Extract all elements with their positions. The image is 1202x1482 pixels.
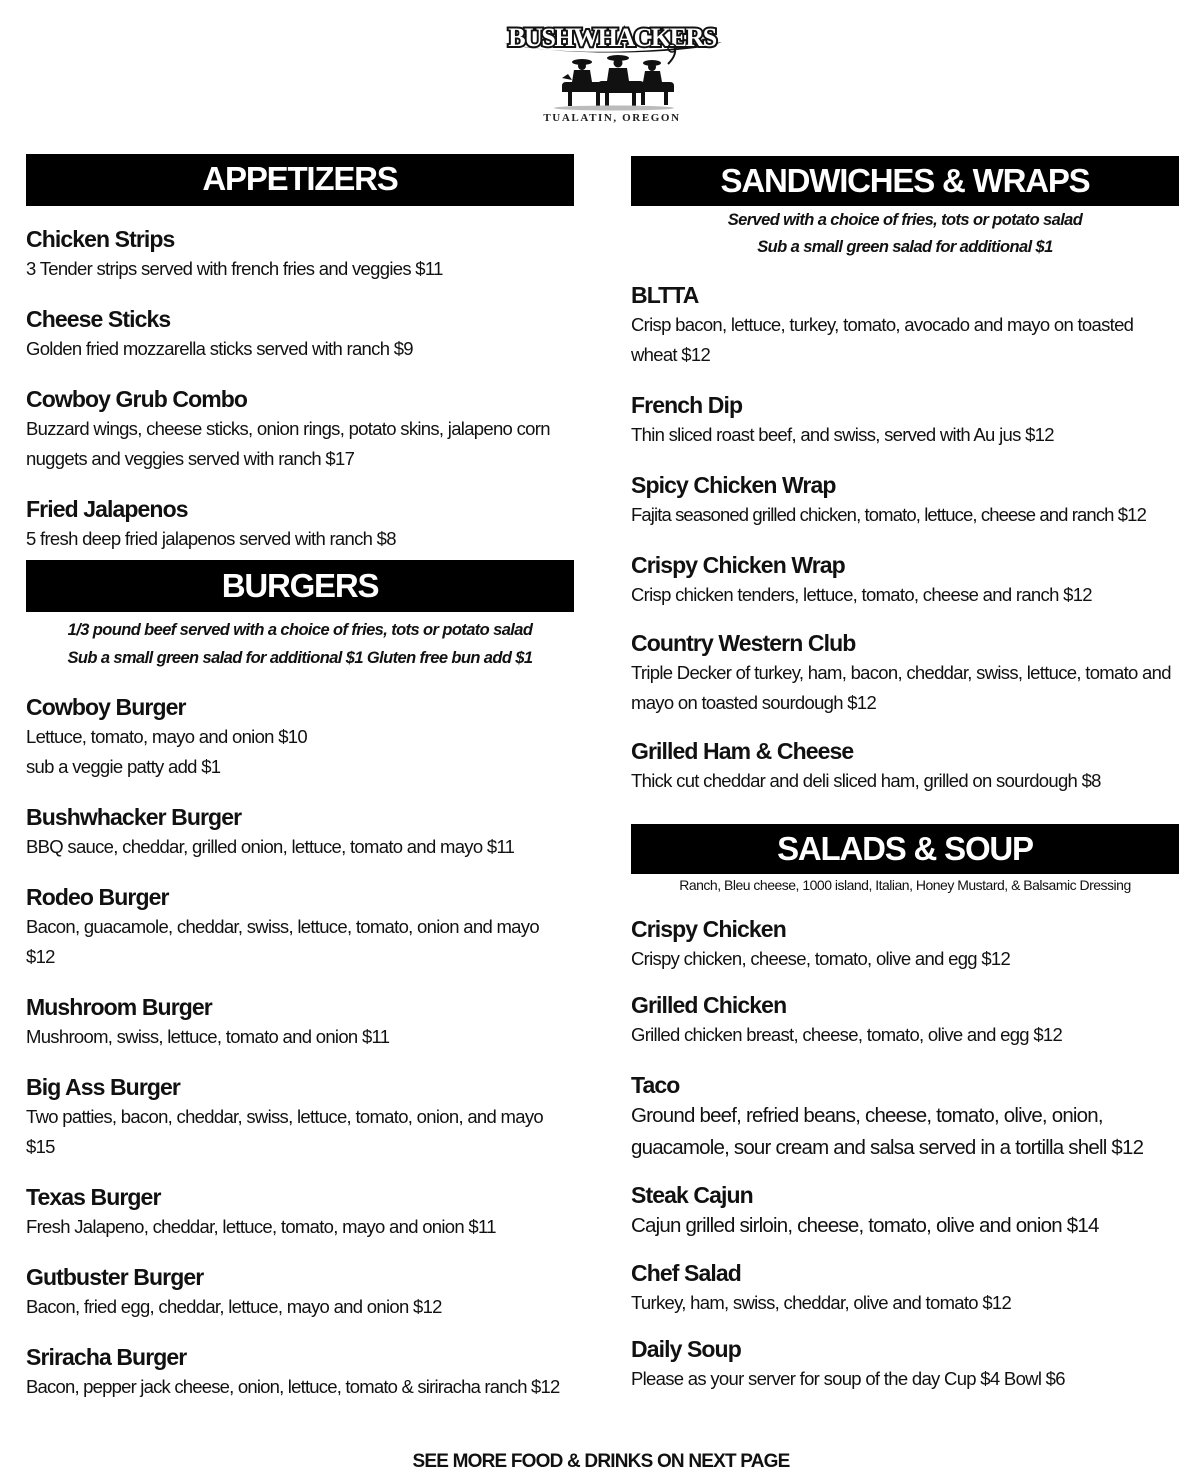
item-desc: Buzzard wings, cheese sticks, onion rings, potato skins, jalapeno corn nuggets and veggies served with ranch $17: [26, 418, 550, 469]
sandwiches-header: SANDWICHES & WRAPS: [631, 156, 1179, 206]
menu-item: [631, 628, 1179, 736]
right-column: [631, 156, 1179, 1400]
item-desc: Triple Decker of turkey, ham, bacon, cheddar, swiss, lettuce, tomato and mayo on toasted sourdough $12: [631, 662, 1171, 713]
item-desc: Ground beef, refried beans, cheese, tomato, olive, onion, guacamole, sour cream and salsa served in a tortilla shell $12: [631, 1104, 1144, 1159]
item-desc: 3 Tender strips served with french fries and veggies $11: [26, 258, 443, 279]
item-name: Gutbuster Burger: [26, 1264, 204, 1290]
item-desc: Mushroom, swiss, lettuce, tomato and onion $11: [26, 1026, 390, 1047]
item-name: Cheese Sticks: [26, 306, 171, 332]
item-desc: Bacon, guacamole, cheddar, swiss, lettuce, tomato, onion and mayo $12: [26, 916, 539, 967]
menu-item: [631, 1070, 1179, 1180]
burgers-note-2: Sub a small green salad for additional $1 Gluten free bun add $1: [67, 649, 533, 667]
menu-item: [26, 304, 574, 384]
item-desc: Bacon, fried egg, cheddar, lettuce, mayo and onion $12: [26, 1296, 442, 1317]
item-desc: Thin sliced roast beef, and swiss, served with Au jus $12: [631, 424, 1054, 445]
item-name: Crispy Chicken: [631, 916, 786, 942]
item-desc: Fajita seasoned grilled chicken, tomato, lettuce, cheese and ranch $12: [631, 504, 1146, 525]
item-desc: BBQ sauce, cheddar, grilled onion, lettuce, tomato and mayo $11: [26, 836, 515, 857]
item-name: Cowboy Grub Combo: [26, 386, 248, 412]
item-desc: Lettuce, tomato, mayo and onion $10: [26, 726, 307, 747]
menu-item: [631, 390, 1179, 470]
sandwiches-note-2: Sub a small green salad for additional $1: [757, 238, 1053, 256]
menu-item: [26, 1182, 574, 1262]
item-name: Taco: [631, 1072, 680, 1098]
item-name: Steak Cajun: [631, 1182, 753, 1208]
menu-item: [26, 1262, 574, 1342]
salads-header: SALADS & SOUP: [631, 824, 1179, 874]
menu-item: [26, 802, 574, 882]
burgers-note-1: 1/3 pound beef served with a choice of fries, tots or potato salad: [67, 621, 533, 639]
item-desc: Two patties, bacon, cheddar, swiss, lettuce, tomato, onion, and mayo $15: [26, 1106, 543, 1157]
menu-item: [631, 1180, 1179, 1258]
item-name: Country Western Club: [631, 630, 856, 656]
menu-item: [26, 882, 574, 992]
svg-text:BUSHWHACKERS: BUSHWHACKERS: [508, 23, 716, 52]
menu-item: [631, 280, 1179, 390]
menu-item: [26, 1342, 574, 1408]
item-name: Sriracha Burger: [26, 1344, 187, 1370]
burgers-header: BURGERS: [26, 560, 574, 612]
menu-item: [26, 224, 574, 304]
menu-item: [631, 470, 1179, 550]
item-desc: Crisp chicken tenders, lettuce, tomato, cheese and ranch $12: [631, 584, 1092, 605]
item-name: Big Ass Burger: [26, 1074, 180, 1100]
menu-item: [26, 692, 574, 802]
item-name: Rodeo Burger: [26, 884, 169, 910]
item-name: Chef Salad: [631, 1260, 741, 1286]
item-name: Grilled Chicken: [631, 992, 787, 1018]
salads-note: Ranch, Bleu cheese, 1000 island, Italian, Honey Mustard, & Balsamic Dressing: [679, 877, 1131, 893]
item-desc: 5 fresh deep fried jalapenos served with ranch $8: [26, 528, 396, 549]
item-desc: Please as your server for soup of the day Cup $4 Bowl $6: [631, 1368, 1065, 1389]
menu-item: [631, 990, 1179, 1070]
appetizers-header: APPETIZERS: [26, 154, 574, 206]
item-name: Mushroom Burger: [26, 994, 212, 1020]
item-name: Cowboy Burger: [26, 694, 186, 720]
item-name: Crispy Chicken Wrap: [631, 552, 845, 578]
item-name: Daily Soup: [631, 1336, 741, 1362]
item-desc: Crispy chicken, cheese, tomato, olive and egg $12: [631, 948, 1011, 969]
item-name: BLTTA: [631, 282, 699, 308]
item-name: Grilled Ham & Cheese: [631, 738, 854, 764]
item-desc: Cajun grilled sirloin, cheese, tomato, olive and onion $14: [631, 1214, 1099, 1237]
item-name: Bushwhacker Burger: [26, 804, 242, 830]
item-desc: Turkey, ham, swiss, cheddar, olive and tomato $12: [631, 1292, 1012, 1313]
item-desc: Golden fried mozzarella sticks served with ranch $9: [26, 338, 413, 359]
item-desc: Crisp bacon, lettuce, turkey, tomato, avocado and mayo on toasted wheat $12: [631, 314, 1134, 365]
left-column: [26, 154, 574, 1408]
menu-item: [631, 1334, 1179, 1400]
item-name: Chicken Strips: [26, 226, 175, 252]
item-desc-extra: sub a veggie patty add $1: [26, 756, 221, 777]
menu-item: [631, 550, 1179, 628]
logo-location: TUALATIN, OREGON: [543, 112, 681, 124]
menu-item: [26, 494, 574, 560]
sandwiches-note-1: Served with a choice of fries, tots or potato salad: [727, 211, 1083, 229]
menu-item: [631, 1258, 1179, 1334]
menu-item: [26, 1072, 574, 1182]
item-name: Texas Burger: [26, 1184, 161, 1210]
item-name: Spicy Chicken Wrap: [631, 472, 836, 498]
item-desc: Fresh Jalapeno, cheddar, lettuce, tomato, mayo and onion $11: [26, 1216, 496, 1237]
item-desc: Grilled chicken breast, cheese, tomato, olive and egg $12: [631, 1024, 1063, 1045]
item-desc: Thick cut cheddar and deli sliced ham, grilled on sourdough $8: [631, 770, 1101, 791]
menu-item: [631, 914, 1179, 990]
menu-item: [26, 384, 574, 494]
menu-item: [26, 992, 574, 1072]
menu-item: [631, 736, 1179, 824]
item-desc: Bacon, pepper jack cheese, onion, lettuce, tomato & siriracha ranch $12: [26, 1376, 560, 1397]
bushwhackers-logo: [496, 8, 728, 132]
next-page-note: SEE MORE FOOD & DRINKS ON NEXT PAGE: [412, 1451, 790, 1472]
item-name: Fried Jalapenos: [26, 496, 188, 522]
item-name: French Dip: [631, 392, 743, 418]
